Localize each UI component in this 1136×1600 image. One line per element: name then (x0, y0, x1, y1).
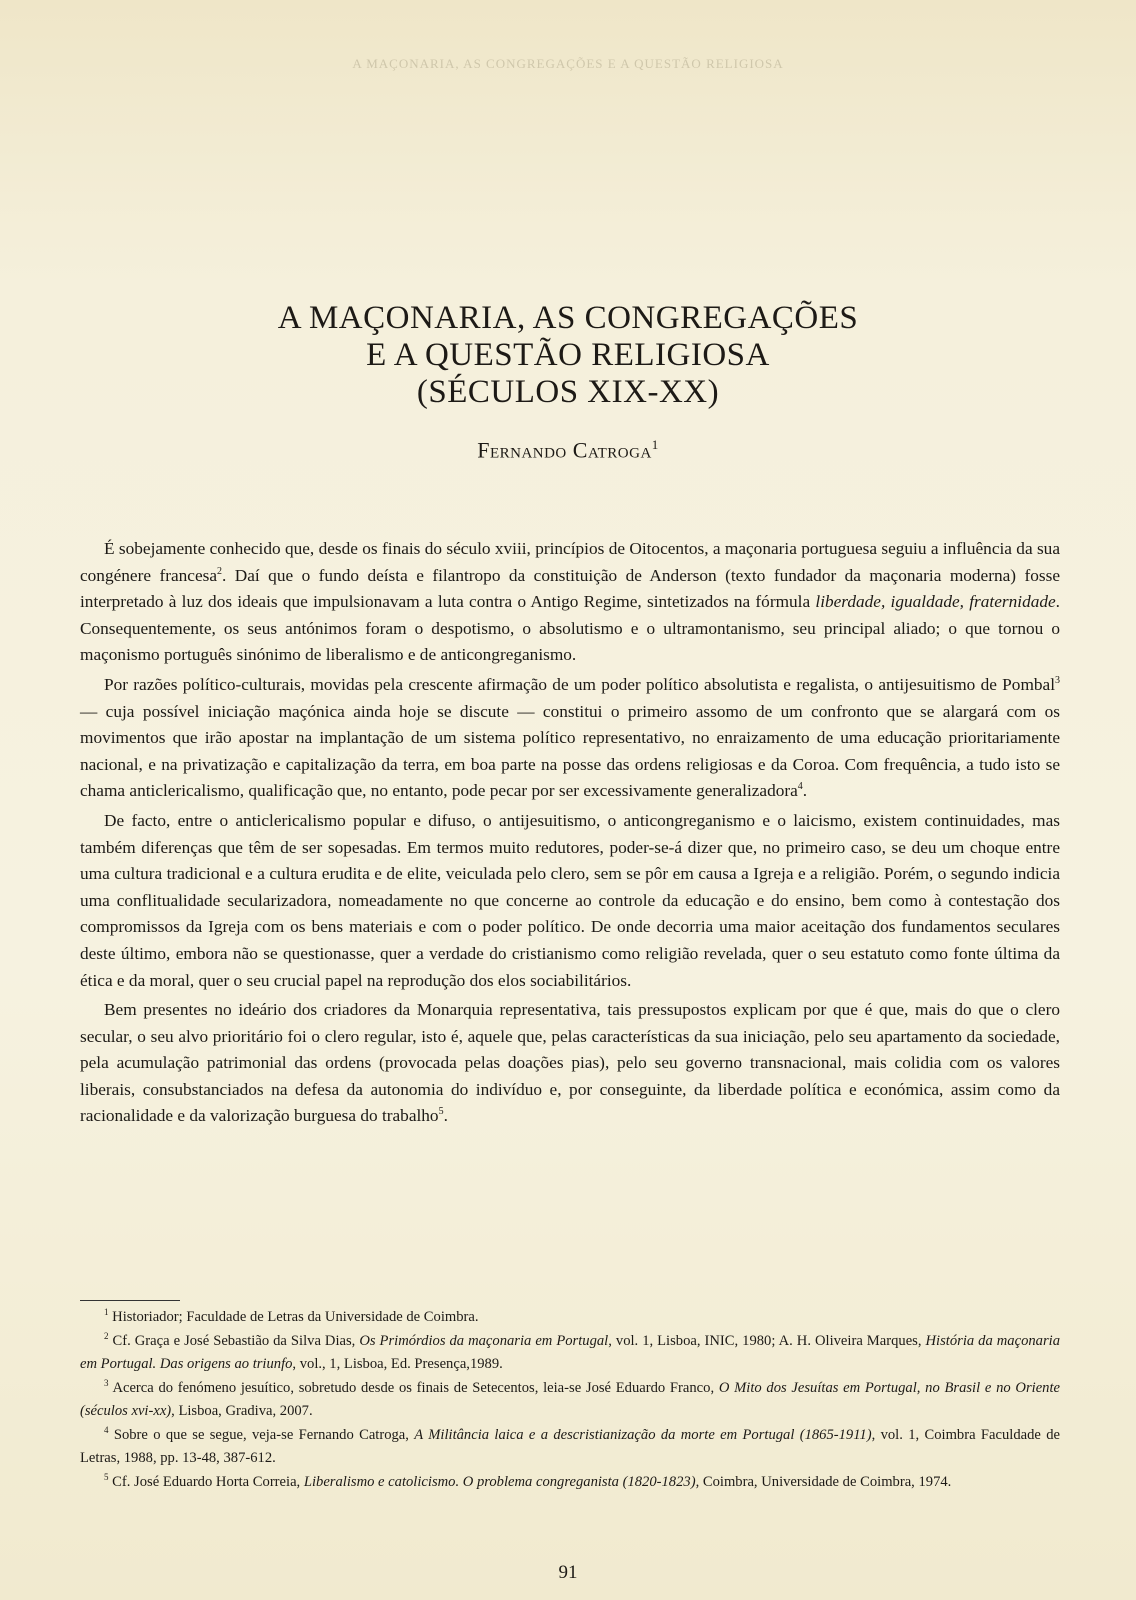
italic-text: liberdade, igualdade, fraternidade (815, 592, 1056, 612)
footnote-2 (80, 1330, 1060, 1377)
footnote-ref: 2 (217, 565, 223, 577)
italic-text: Liberalismo e catolicismo. O problema congreganista (1820-1823) (303, 1473, 696, 1490)
text-run: Por razões político-culturais, movidas pela crescente afirmação de um poder político absolutista e regalista, o antijesuitismo de Pombal (104, 674, 1055, 694)
footnote-1 (80, 1306, 1060, 1330)
text-run: Cf. José Eduardo Horta Correia, (112, 1473, 304, 1490)
text-run: . (802, 781, 808, 801)
footnote-rule (80, 1300, 180, 1301)
text-run: , Lisboa, Gradiva, 2007. (171, 1403, 313, 1419)
paragraph-1 (80, 536, 1060, 669)
page-number: 91 (558, 1562, 578, 1583)
text-run: Cf. Graça e José Sebastião da Silva Dias, (112, 1332, 360, 1349)
italic-text: O Mito dos Jesuítas em Portugal, no Brasil e no Oriente (séculos xvi-xx) (80, 1379, 1061, 1419)
text-run: . (443, 1106, 448, 1126)
italic-text: História da maçonaria em Portugal. Das origens ao triunfo (80, 1332, 1061, 1372)
footnote-5 (80, 1471, 1060, 1495)
article-title-line-1: A MAÇONARIA, AS CONGREGAÇÕES (277, 300, 859, 336)
author-footnote-ref: 1 (651, 437, 659, 452)
footnote-number: 3 (104, 1377, 109, 1388)
footnote-number: 2 (104, 1330, 109, 1341)
footnote-number: 1 (104, 1307, 109, 1318)
footnote-ref: 3 (1055, 675, 1060, 687)
italic-text: A Militância laica e a descristianização da morte em Portugal (1865-1911) (414, 1426, 872, 1443)
text-run: , vol., 1, Lisboa, Ed. Presença,1989. (292, 1356, 503, 1372)
footnote-3 (80, 1377, 1060, 1424)
article-title-line-3: (SÉCULOS XIX-XX) (416, 374, 720, 410)
paragraph-4 (80, 997, 1060, 1130)
text-run: Acerca do fenómeno jesuítico, sobretudo desde os finais de Setecentos, leia-se José Eduardo Franco, (112, 1379, 719, 1396)
footnote-number: 4 (104, 1424, 109, 1435)
author-line (0, 437, 1136, 463)
footnote-number: 5 (104, 1471, 109, 1482)
text-run: , vol. 1, Coimbra Faculdade de Letras, 1988, pp. 13-48, 387-612. (80, 1426, 1060, 1466)
footnote-4 (80, 1424, 1060, 1471)
italic-text: Os Primórdios da maçonaria em Portugal (359, 1332, 609, 1349)
running-head: A MAÇONARIA, AS CONGREGAÇÕES E A QUESTÃO RELIGIOSA (352, 56, 784, 71)
footnotes (80, 1306, 1060, 1494)
article-body (80, 536, 1060, 1133)
text-run: — cuja possível iniciação maçónica ainda hoje se discute — constitui o primeiro assomo de um confronto que se alargará com os movimentos que irão apostar na implantação de um sistema político representativo, no enraizamento de uma educação prioritariamente nacional, e na privatização e capitalização da terra, em boa parte na posse das ordens religiosas e da Coroa. Com frequência, a tudo isto se chama anticlericalismo, qualificação que, no entanto, pode pecar por ser excessivamente generalizadora (80, 701, 1060, 801)
author-name: Fernando Catroga (477, 437, 652, 463)
text-run: , vol. 1, Lisboa, INIC, 1980; A. H. Oliveira Marques, (608, 1332, 926, 1349)
paragraph-2 (80, 672, 1060, 805)
footnote-text: Historiador; Faculdade de Letras da Universidade de Coimbra. (112, 1309, 479, 1325)
text-run: É sobejamente conhecido que, desde os finais do século xviii, princípios de Oitocentos, a maçonaria portuguesa seguiu a influência da sua congénere francesa (80, 539, 1060, 585)
footnote-ref: 4 (797, 781, 803, 793)
text-run: . Consequentemente, os seus antónimos foram o despotismo, o absolutismo e o ultramontanismo, seu principal aliado; o que tornou o maçonismo português sinónimo de liberalismo e de anticongreganismo. (80, 592, 1060, 665)
text-run: . Daí que o fundo deísta e filantropo da constituição de Anderson (texto fundador da maçonaria moderna) fosse interpretado à luz dos ideais que impulsionavam a luta contra o Antigo Regime, sintetizados na fórmula (80, 565, 1061, 612)
text-run: , Coimbra, Universidade de Coimbra, 1974. (695, 1473, 952, 1490)
text-run: Sobre o que se segue, veja-se Fernando Catroga, (113, 1426, 415, 1443)
article-title-line-2: E A QUESTÃO RELIGIOSA (366, 337, 770, 373)
title-block (0, 300, 1136, 463)
text-run: Bem presentes no ideário dos criadores da Monarquia representativa, tais pressupostos explicam por que é que, mais do que o clero secular, o seu alvo prioritário foi o clero regular, isto é, aquele que, pelas características da sua iniciação, pelo seu apartamento da sociedade, pela acumulação patrimonial das ordens (provocada pelas doações pias), pelo seu governo transnacional, mais colidia com os valores liberais, consubstanciados na defesa da autonomia do indivíduo e, por conseguinte, da liberdade política e económica, assim como da racionalidade e da valorização burguesa do trabalho (80, 1000, 1060, 1126)
paragraph-3: De facto, entre o anticlericalismo popular e difuso, o antijesuitismo, o anticongreganismo e o laicismo, existem continuidades, mas também diferenças que têm de ser sopesadas. Em termos muito redutores, poder-se-á dizer que, no primeiro caso, se deu um choque entre uma cultura tradicional e a cultura erudita e de elite, veiculada pelo clero, sem se pôr em causa a Igreja e a religião. Porém, o segundo indicia uma conflitualidade secularizadora, nomeadamente no que concerne ao controle da educação e do ensino, bem como à contestação dos compromissos da Igreja com os bens materiais e com o poder político. De onde decorria uma maior aceitação dos fundamentos seculares deste último, embora não se questionasse, quer a verdade do cristianismo como religião revelada, quer o seu estatuto como fonte última da ética e da moral, quer o seu crucial papel na reprodução dos elos sociabilitários. (80, 810, 1060, 990)
footnote-ref: 5 (438, 1106, 444, 1118)
